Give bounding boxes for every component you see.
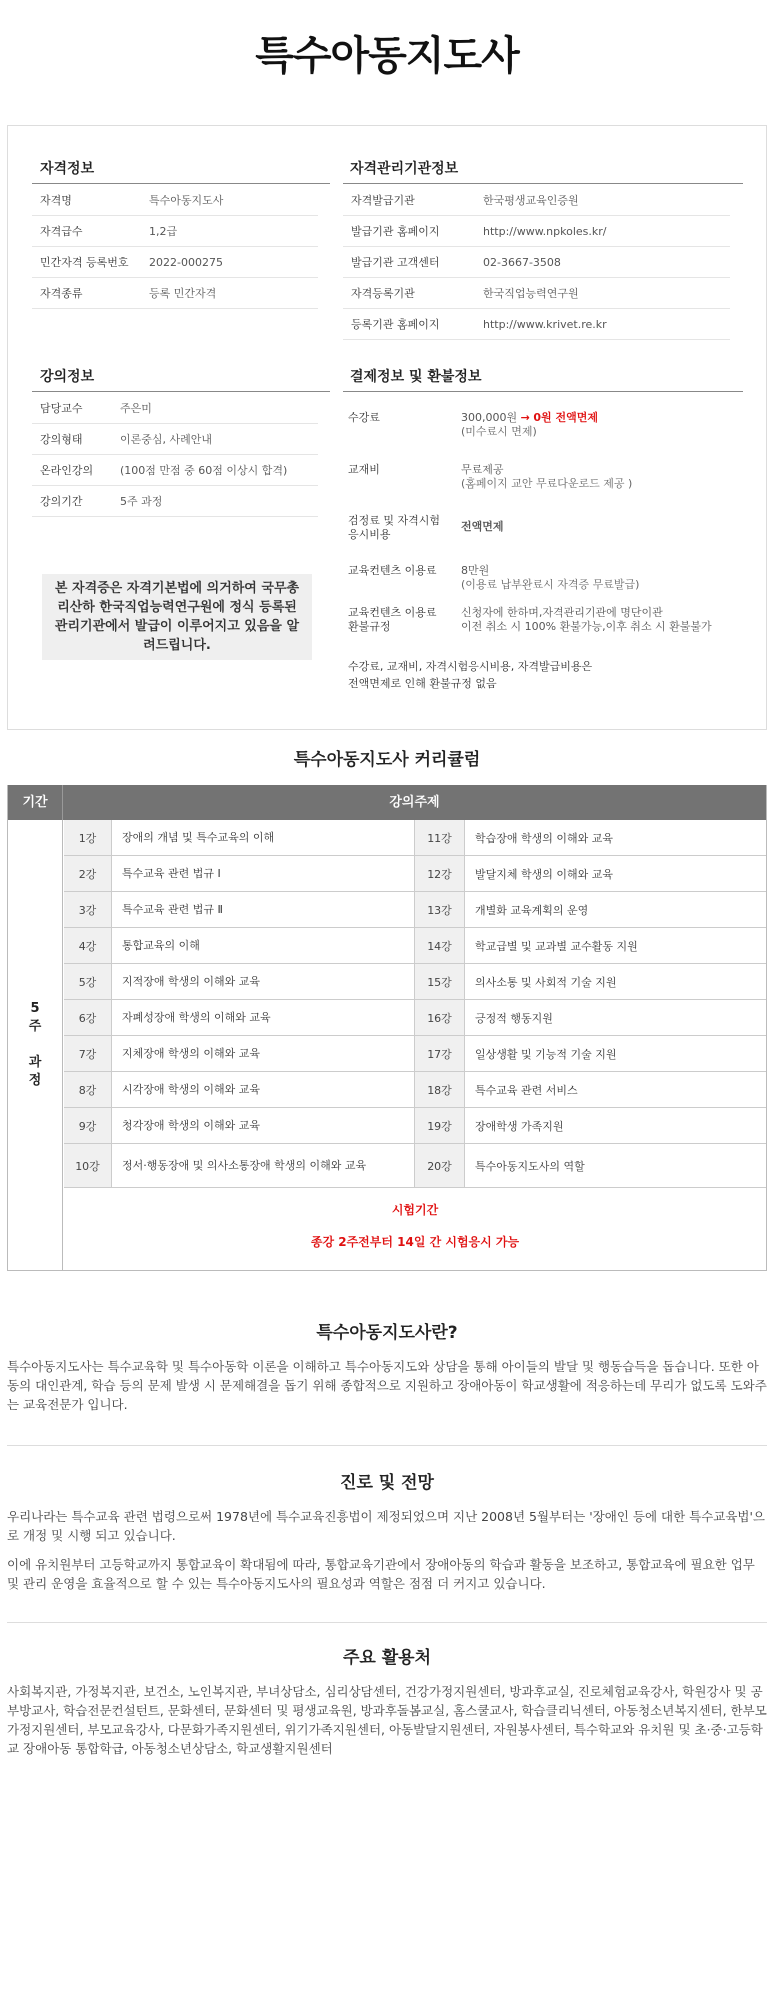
- agency-value: 02-3667-3508: [483, 255, 561, 269]
- lecture-key: 강의형태: [40, 433, 83, 446]
- fee-price: 300,000원: [461, 411, 518, 424]
- about-body: 특수아동지도사는 특수교육학 및 특수아동학 이론을 이해하고 특수아동지도와 상담을 통해 아이들의 발달 및 행동습득을 돕습니다. 또한 아동의 대인관계, 학습 등의 문제 발생 시 문제해결을 돕기 위해 종합적으로 지원하고 장애아동이 학교생활에 적응하는데 무리가 없도록 도와주는 교육전문가 입니다.: [7, 1359, 767, 1412]
- lecture-number: 5강: [64, 964, 112, 999]
- lecture-topic: 시각장애 학생의 이해와 교육: [112, 1072, 415, 1107]
- agency-row: [343, 216, 730, 247]
- lecture-number: 13강: [415, 892, 465, 927]
- lecture-number: 19강: [415, 1108, 465, 1143]
- content-label: 교육컨텐츠 이용료: [348, 564, 437, 577]
- lecture-number: 3강: [64, 892, 112, 927]
- section-divider: [7, 1445, 767, 1446]
- lecture-number: 17강: [415, 1036, 465, 1071]
- lecture-topic: 자폐성장애 학생의 이해와 교육: [112, 1000, 415, 1035]
- lecture-topic: 특수교육 관련 법규 Ⅰ: [112, 856, 415, 891]
- curriculum-table: [7, 785, 767, 1271]
- lecture-number: 12강: [415, 856, 465, 891]
- cert-key: 자격급수: [40, 225, 83, 238]
- payment-footer: [348, 658, 748, 692]
- lecture-topic: 지적장애 학생의 이해와 교육: [112, 964, 415, 999]
- header-period: 기간: [8, 785, 63, 820]
- table-row: [64, 856, 766, 892]
- material-label: 교재비: [348, 463, 380, 476]
- lecture-topic: 장애학생 가족지원: [475, 1119, 564, 1133]
- payment-material-row: [348, 463, 748, 497]
- agency-info-title: 자격관리기관정보: [350, 161, 459, 177]
- cert-key: 자격종류: [40, 287, 83, 300]
- cert-row: [32, 216, 318, 247]
- table-row: [64, 928, 766, 964]
- period-line1: 5: [30, 1001, 40, 1016]
- registry-homepage-link[interactable]: http://www.krivet.re.kr: [483, 317, 607, 331]
- exam-label-line2: 응시비용: [348, 528, 391, 541]
- career-body-1: 우리나라는 특수교육 관련 법령으로써 1978년에 특수교육진흥법이 제정되었으며 지난 2008년 5월부터는 '장애인 등에 대한 특수교육법'으로 개정 및 시행 되고 있습니다.: [7, 1509, 766, 1543]
- lecture-topic: 특수교육 관련 법규 Ⅱ: [112, 892, 415, 927]
- material-sub: (홈페이지 교안 무료다운로드 제공 ): [461, 477, 633, 490]
- career-body-2: 이에 유치원부터 고등학교까지 통합교육이 확대됨에 따라, 통합교육기관에서 장애아동의 학습과 활동을 보조하고, 통합교육에 필요한 업무 및 관리 운영을 효율적으로 할 수 있는 특수아동지도사의 필요성과 역할은 점점 더 커지고 있습니다.: [7, 1557, 755, 1591]
- refund-label-line1: 교육컨텐츠 이용료: [348, 606, 437, 619]
- fee-free: 0원 전액면제: [533, 411, 598, 424]
- fee-arrow: →: [520, 411, 530, 424]
- agency-key: 자격등록기관: [351, 287, 415, 300]
- page-title: 특수아동지도사: [255, 33, 519, 79]
- info-box: [7, 125, 767, 730]
- lecture-number: 4강: [64, 928, 112, 963]
- lecture-row: [32, 455, 318, 486]
- lecture-value: 5주 과정: [120, 495, 163, 508]
- lecture-number: 9강: [64, 1108, 112, 1143]
- table-row: [64, 1036, 766, 1072]
- lecture-number: 8강: [64, 1072, 112, 1107]
- agency-value: 한국평생교육인증원: [483, 194, 579, 207]
- lecture-topic: 의사소통 및 사회적 기술 지원: [475, 975, 617, 989]
- lecture-topic: 통합교육의 이해: [112, 928, 415, 963]
- cert-key: 자격명: [40, 194, 72, 207]
- cert-row: [32, 185, 318, 216]
- lecture-value: (100점 만점 중 60점 이상시 합격): [120, 464, 288, 477]
- lecture-topic: 지체장애 학생의 이해와 교육: [112, 1036, 415, 1071]
- agency-row: [343, 309, 730, 340]
- agency-key: 등록기관 홈페이지: [351, 318, 440, 331]
- payment-content-row: [348, 564, 748, 598]
- workplaces-title: 주요 활용처: [342, 1648, 432, 1668]
- agency-row: [343, 185, 730, 216]
- period-line3: 과: [28, 1055, 42, 1070]
- lecture-topic: 발달지체 학생의 이해와 교육: [475, 867, 614, 881]
- lecture-number: 15강: [415, 964, 465, 999]
- lecture-number: 14강: [415, 928, 465, 963]
- content-value: 8만원: [461, 564, 490, 577]
- agency-row: [343, 247, 730, 278]
- material-value: 무료제공: [461, 463, 504, 476]
- table-row: [64, 964, 766, 1000]
- lecture-value: 이론중심, 사례안내: [120, 433, 213, 446]
- payment-footer-line1: 수강료, 교재비, 자격시험응시비용, 자격발급비용은: [348, 660, 593, 673]
- workplaces-body: 사회복지관, 가정복지관, 보건소, 노인복지관, 부녀상담소, 심리상담센터, 건강가정지원센터, 방과후교실, 진로체험교육강사, 학원강사 및 공부방교사, 학습전문컨설턴트, 문화센터, 문화센터 및 평생교육원, 방과후돌봄교실, 홈스쿨교사, 학습클리닉센터, 아동청소년복지센터, 한부모가정지원센터, 부모교육강사, 다문화가족지원센터, 위기가족지원센터, 아동발달지원센터, 자원봉사센터, 특수학교와 유치원 및 초·중·고등학교 장애아동 통합학급, 아동청소년상담소, 학교생활지원센터: [7, 1684, 767, 1756]
- lecture-topic: 개별화 교육계획의 운영: [475, 903, 589, 917]
- agency-key: 발급기관 고객센터: [351, 256, 440, 269]
- cert-value: 1,2급: [149, 225, 178, 238]
- lecture-number: 2강: [64, 856, 112, 891]
- payment-info-title: 결제정보 및 환불정보: [350, 369, 482, 385]
- fee-sub: (미수료시 면제): [461, 425, 537, 438]
- exam-value: 전액면제: [461, 520, 504, 533]
- lecture-topic: 학교급별 및 교과별 교수활동 지원: [475, 939, 638, 953]
- payment-info-divider: [343, 391, 743, 392]
- table-row: [64, 892, 766, 928]
- lecture-topic: 학습장애 학생의 이해와 교육: [475, 831, 614, 845]
- table-row: [64, 1108, 766, 1144]
- exam-period-desc: 종강 2주전부터 14일 간 시험응시 가능: [310, 1235, 520, 1249]
- lecture-number: 11강: [415, 820, 465, 855]
- material-value-group: [461, 463, 751, 491]
- table-row: [64, 1072, 766, 1108]
- payment-exam-row: [348, 514, 748, 548]
- lecture-number: 18강: [415, 1072, 465, 1107]
- about-title: 특수아동지도사란?: [316, 1323, 458, 1343]
- lecture-row: [32, 393, 318, 424]
- table-row: [64, 1000, 766, 1036]
- cert-value: 특수아동지도사: [149, 194, 224, 207]
- curriculum-title: 특수아동지도사 커리큘럼: [293, 750, 481, 770]
- lecture-value: 주은미: [120, 402, 152, 415]
- lecture-info-divider: [32, 391, 330, 392]
- notice-box: 본 자격증은 자격기본법에 의거하여 국무총리산하 한국직업능력연구원에 정식 등록된 관리기관에서 발급이 이루어지고 있음을 알려드립니다.: [42, 574, 312, 660]
- agency-value: 한국직업능력연구원: [483, 287, 579, 300]
- lecture-number: 20강: [415, 1144, 465, 1187]
- cert-value: 2022-000275: [149, 255, 223, 269]
- refund-value-group: [461, 606, 746, 634]
- lecture-topic: 청각장애 학생의 이해와 교육: [112, 1108, 415, 1143]
- cert-value: 등록 민간자격: [149, 287, 217, 300]
- cert-info-title: 자격정보: [40, 161, 95, 177]
- lecture-topic: 장애의 개념 및 특수교육의 이해: [112, 820, 415, 855]
- lecture-row: [32, 486, 318, 517]
- lecture-row: [32, 424, 318, 455]
- lecture-topic: 정서·행동장애 및 의사소통장애 학생의 이해와 교육: [112, 1144, 415, 1187]
- refund-value-line1: 신청자에 한하며,자격관리기관에 명단이관: [461, 606, 663, 619]
- lecture-key: 담당교수: [40, 402, 83, 415]
- exam-label: [348, 514, 463, 542]
- lecture-number: 16강: [415, 1000, 465, 1035]
- fee-value: [461, 411, 751, 439]
- lecture-number: 10강: [64, 1144, 112, 1187]
- table-row: [64, 1144, 766, 1188]
- cert-row: [32, 278, 318, 309]
- cert-row: [32, 247, 318, 278]
- section-divider: [7, 1622, 767, 1623]
- header-subject: 강의주제: [389, 795, 440, 810]
- lecture-topic: 긍정적 행동지원: [475, 1011, 553, 1025]
- payment-fee-row: [348, 411, 748, 445]
- curriculum-header: [8, 785, 766, 820]
- lecture-topic: 일상생활 및 기능적 기술 지원: [475, 1047, 617, 1061]
- refund-value-line2: 이전 취소 시 100% 환불가능,이후 취소 시 환불불가: [461, 620, 712, 633]
- exam-period-title: 시험기간: [391, 1203, 439, 1217]
- payment-footer-line2: 전액면제로 인해 환불규정 없음: [348, 677, 497, 690]
- lecture-key: 강의기간: [40, 495, 83, 508]
- period-line2: 주: [28, 1019, 42, 1034]
- refund-label-line2: 환불규정: [348, 620, 391, 633]
- lecture-number: 1강: [64, 820, 112, 855]
- agency-homepage-link[interactable]: http://www.npkoles.kr/: [483, 224, 607, 238]
- agency-info-divider: [343, 183, 743, 184]
- lecture-topic: 특수교육 관련 서비스: [475, 1083, 578, 1097]
- period-cell: [8, 820, 63, 1270]
- lecture-number: 6강: [64, 1000, 112, 1035]
- lecture-topic: 특수아동지도사의 역할: [475, 1159, 585, 1173]
- refund-label: [348, 606, 463, 634]
- agency-key: 자격발급기관: [351, 194, 415, 207]
- agency-key: 발급기관 홈페이지: [351, 225, 440, 238]
- lecture-info-title: 강의정보: [40, 369, 95, 385]
- lecture-key: 온라인강의: [40, 464, 94, 477]
- exam-label-line1: 검정료 및 자격시험: [348, 514, 441, 527]
- career-title: 진로 및 전망: [340, 1473, 434, 1493]
- agency-row: [343, 278, 730, 309]
- cert-info-divider: [32, 183, 330, 184]
- period-line4: 정: [28, 1073, 42, 1088]
- content-value-group: [461, 564, 751, 592]
- table-row: [64, 820, 766, 856]
- cert-key: 민간자격 등록번호: [40, 256, 129, 269]
- fee-label: 수강료: [348, 411, 380, 424]
- payment-refund-row: [348, 606, 748, 640]
- lecture-number: 7강: [64, 1036, 112, 1071]
- content-sub: (이용료 납부완료시 자격증 무료발급): [461, 578, 640, 591]
